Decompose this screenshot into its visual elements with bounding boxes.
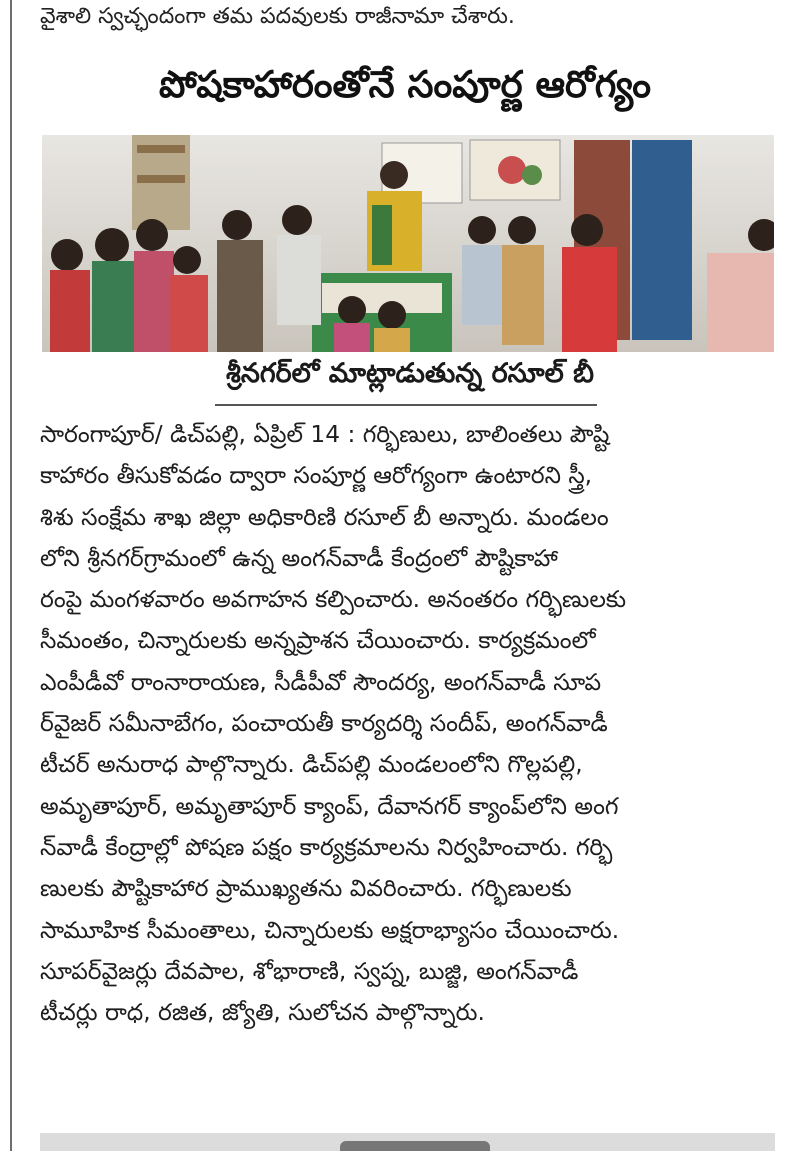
body-line: సీమంతం, చిన్నారులకు అన్నప్రాశన చేయించారు. కార్యక్రమంలో xyxy=(40,627,596,655)
body-line: అమృతాపూర్, అమృతాపూర్ క్యాంప్, దేవానగర్ క్యాంప్‌లోని అంగ xyxy=(40,792,619,820)
body-line: సామూహిక సీమంతాలు, చిన్నారులకు అక్షరాభ్యాసం చేయించారు. xyxy=(40,916,620,944)
photo-caption: శ్రీనగర్‌లో మాట్లాడుతున్న రసూల్ బీ xyxy=(226,358,594,389)
body-line: టీచర్లు రాధ, రజిత, జ్యోతి, సులోచన పాల్గొన్నారు. xyxy=(40,999,485,1027)
previous-article-line: వైశాలి స్వచ్ఛందంగా తమ పదవులకు రాజీనామా చేశారు. xyxy=(40,4,515,29)
body-line: లోని శ్రీనగర్‌గ్రామంలో ఉన్న అంగన్‌వాడీ కేంద్రంలో పౌష్టికాహా xyxy=(40,544,558,572)
group-meeting-photo xyxy=(42,135,774,352)
body-line: రంపై మంగళవారం అవగాహన కల్పించారు. అనంతరం గర్భిణులకు xyxy=(40,586,627,614)
body-line: ఎంపీడీవో రాంనారాయణ, సీడీపీవో సౌందర్య, అంగన్‌వాడీ సూప xyxy=(40,668,602,696)
body-line: శిశు సంక్షేమ శాఖ జిల్లా అధికారిణి రసూల్ బీ అన్నారు. మండలం xyxy=(40,503,609,531)
body-line: ణులకు పౌష్టికాహార ప్రాముఖ్యతను వివరించారు. గర్భిణులకు xyxy=(40,875,572,903)
column-rule xyxy=(10,0,12,1151)
next-article-strip xyxy=(40,1133,775,1151)
article-body xyxy=(40,414,785,1033)
body-line: సూపర్‌వైజర్లు దేవపాల, శోభారాణి, స్వప్న, బుజ్జి, అంగన్‌వాడీ xyxy=(40,957,579,985)
body-line: సారంగాపూర్/ డిచ్‌పల్లి, ఏప్రిల్ 14 : గర్భిణులు, బాలింతలు పౌష్టి xyxy=(40,421,610,448)
body-line: టీచర్ అనురాధ పాల్గొన్నారు. డిచ్‌పల్లి మండలంలోని గొల్లపల్లి, xyxy=(40,751,583,779)
body-line: ర్‌వైజర్ సమీనాబేగం, పంచాయతీ కార్యదర్శి సందీప్, అంగన్‌వాడీ xyxy=(40,710,608,738)
next-headline-fragment xyxy=(340,1141,490,1151)
caption-underline xyxy=(215,404,597,406)
article-photo xyxy=(42,135,774,352)
body-line: న్‌వాడీ కేంద్రాల్లో పోషణ పక్షం కార్యక్రమాలను నిర్వహించారు. గర్భి xyxy=(40,833,613,861)
body-line: కాహారం తీసుకోవడం ద్వారా సంపూర్ణ ఆరోగ్యంగా ఉంటారని స్త్రీ, xyxy=(40,462,593,490)
article-headline: పోషకాహారంతోనే సంపూర్ణ ఆరోగ్యం xyxy=(159,63,651,106)
